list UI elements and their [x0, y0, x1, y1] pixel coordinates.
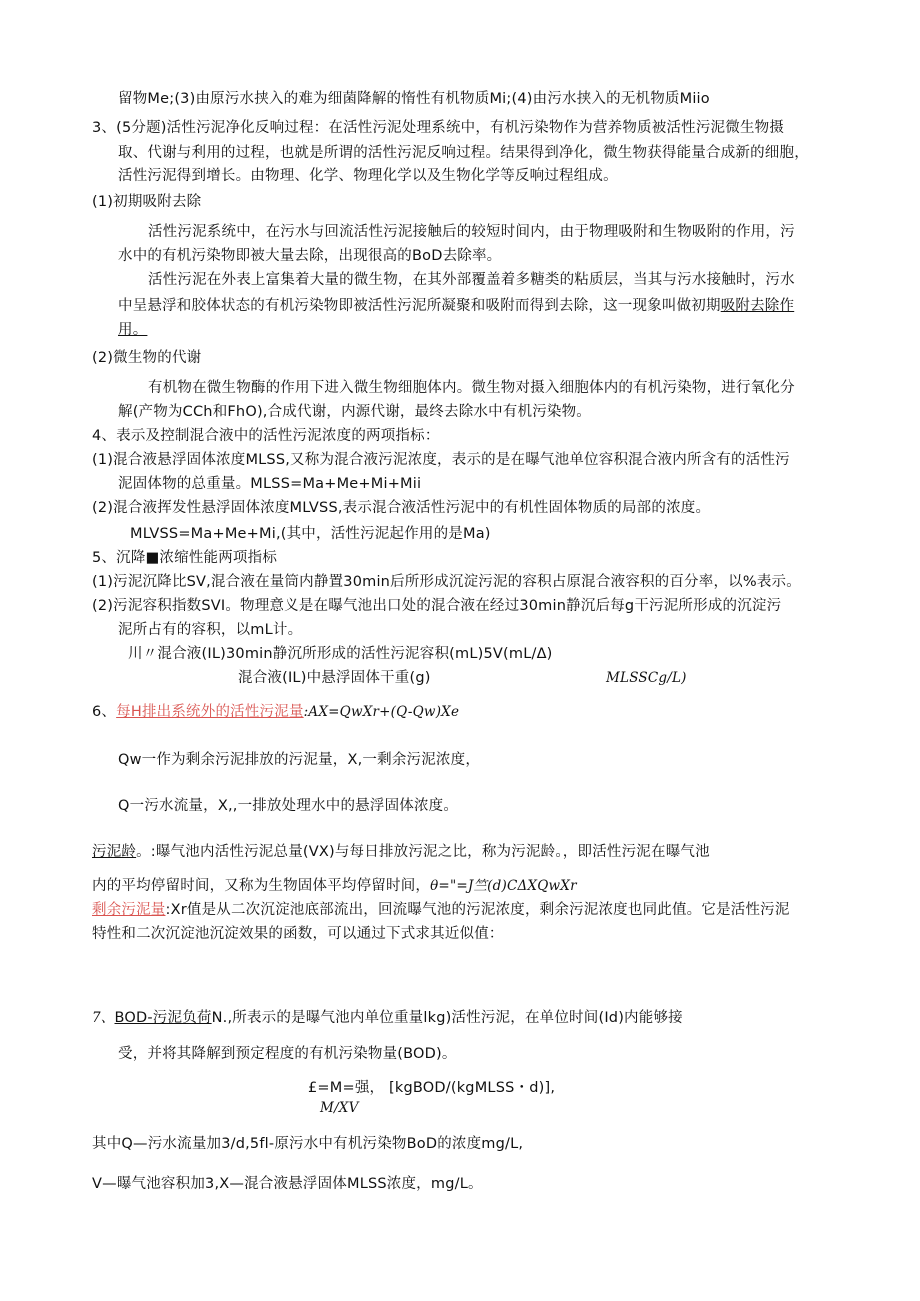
text-line: 留物Me;(3)由原污水挟入的难为细菌降解的惰性有机物质Mi;(4)由污水挟入的无机物质Miio [118, 91, 710, 107]
text-line: 泥所占有的容积，以mL计。 [118, 622, 303, 638]
definition-line: Q一污水流量，X,,一排放处理水中的悬浮固体浓度。 [118, 798, 459, 814]
definition-line: 其中Q—污水流量加3/d,5fl-原污水中有机污染物BoD的浓度mg∕L, [92, 1136, 524, 1152]
highlighted-term: 每H排出系统外的活性污泥量 [116, 704, 304, 720]
section-6-heading [92, 702, 459, 722]
text-line: 水中的有机污染物即被大量去除，出现很高的BoD去除率。 [118, 248, 502, 264]
underlined-term: BOD-污泥负荷 [114, 1010, 212, 1026]
formula-line: MLVSS=Ma+Me+Mi,(其中，活性污泥起作用的是Ma) [130, 526, 491, 542]
text-line [92, 876, 577, 896]
text-line: 有机物在微生物酶的作用下进入微生物细胞体内。微生物对摄入细胞体内的有机污染物，进行氧化分 [148, 380, 795, 396]
text-line: 特性和二次沉淀池沉淀效果的函数，可以通过下式求其近似值： [92, 926, 504, 942]
definition-line: V—曝气池容积加3,X—混合液悬浮固体MLSS浓度，mg/L。 [92, 1176, 483, 1192]
section-5-heading: 5、沉降■浓缩性能两项指标 [92, 550, 278, 566]
section-7-heading [92, 1008, 683, 1028]
text-line [92, 900, 790, 920]
formula: θ="=J竺(d)CΔXQwXr [430, 878, 577, 894]
text-line: 受，并将其降解到预定程度的有机污染物量(BOD)。 [118, 1046, 457, 1062]
text-line: 活性污泥系统中，在污水与回流活性污泥接触后的较短时间内，由于物理吸附和生物吸附的作用，污 [148, 224, 795, 240]
underlined-term: 用。 [118, 322, 148, 338]
section-3-heading: 3、(5分题)活性污泥净化反响过程：在活性污泥处理系统中，有机污染物作为营养物质被活性污泥微生物摄 [92, 120, 785, 136]
text-line [118, 296, 794, 316]
section-4-heading: 4、表示及控制混合液中的活性污泥浓度的两项指标： [92, 428, 440, 444]
underlined-term: 吸附去除作 [720, 298, 795, 314]
text-segment: 。:曝气池内活性污泥总量(VX)与每日排放污泥之比，称为污泥龄。，即活性污泥在曝气池 [136, 844, 710, 860]
text-line: 活性污泥得到增长。由物理、化学、物理化学以及生物化学等反响过程组成。 [118, 168, 618, 184]
text-line: (2)混合液挥发性悬浮固体浓度MLVSS,表示混合液活性污泥中的有机性固体物质的局部的浓度。 [92, 500, 711, 516]
text-segment: 中呈悬浮和胶体状态的有机污染物即被活性污泥所凝聚和吸附而得到去除，这一现象叫做初期 [118, 298, 721, 314]
formula-line: 泥固体物的总重量。MLSS=Ma+Me+Mi+Mii [118, 476, 422, 492]
text-line: (2)污泥容积指数SVI。物理意义是在曝气池出口处的混合液在经过30min静沉后每g干污泥所形成的沉淀污 [92, 598, 782, 614]
text-line: 取、代谢与利用的过程，也就是所谓的活性污泥反响过程。结果得到净化，微生物获得能量合成新的细胞， [118, 145, 809, 161]
text-line: (1)混合液悬浮固体浓度MLSS,又称为混合液污泥浓度，表示的是在曝气池单位容积混合液内所含有的活性污 [92, 452, 790, 468]
text-segment: N.,所表示的是曝气池内单位重量lkg)活性污泥，在单位时间(Id)内能够接 [211, 1010, 683, 1026]
formula: :AX=QwXr+(Q-Qw)Xe [303, 704, 460, 720]
underlined-term: 污泥龄 [92, 844, 137, 860]
formula-term: MLSSCg/L) [606, 670, 687, 686]
subheading: (2)微生物的代谢 [92, 350, 202, 366]
text-line: 活性污泥在外表上富集着大量的微生物，在其外部覆盖着多糖类的粘质层，当其与污水接触时，污水 [148, 272, 795, 288]
section-number: 7、 [92, 1010, 115, 1026]
text-segment: 内的平均停留时间，又称为生物固体平均停留时间， [92, 878, 431, 894]
section-number: 6、 [92, 704, 117, 720]
text-line [92, 842, 710, 862]
text-segment: :Xr值是从二次沉淀池底部流出，回流曝气池的污泥浓度，剩余污泥浓度也同此值。它是活性污泥 [165, 902, 790, 918]
formula-denominator: 混合液(IL)中悬浮固体干重(g) [238, 670, 431, 686]
highlighted-term: 剩余污泥量 [92, 902, 166, 918]
formula-line: £=M=强， [kgBOD∕(kgMLSS・d)], [308, 1080, 556, 1096]
text-line: 解(产物为CCh和FhO),合成代谢，内源代谢，最终去除水中有机污染物。 [118, 404, 592, 420]
formula-numerator: 川〃混合液(IL)30min静沉所形成的活性污泥容积(mL)5V(mL∕Δ) [128, 646, 553, 662]
definition-line: Qw一作为剩余污泥排放的污泥量，X,一剩余污泥浓度， [118, 752, 481, 768]
formula-denominator: M∕XV [320, 1100, 359, 1116]
subheading: (1)初期吸附去除 [92, 194, 202, 210]
text-line: (1)污泥沉降比SV,混合液在量筒内静置30min后所形成沉淀污泥的容积占原混合液容积的百分率，以%表示。 [92, 574, 801, 590]
